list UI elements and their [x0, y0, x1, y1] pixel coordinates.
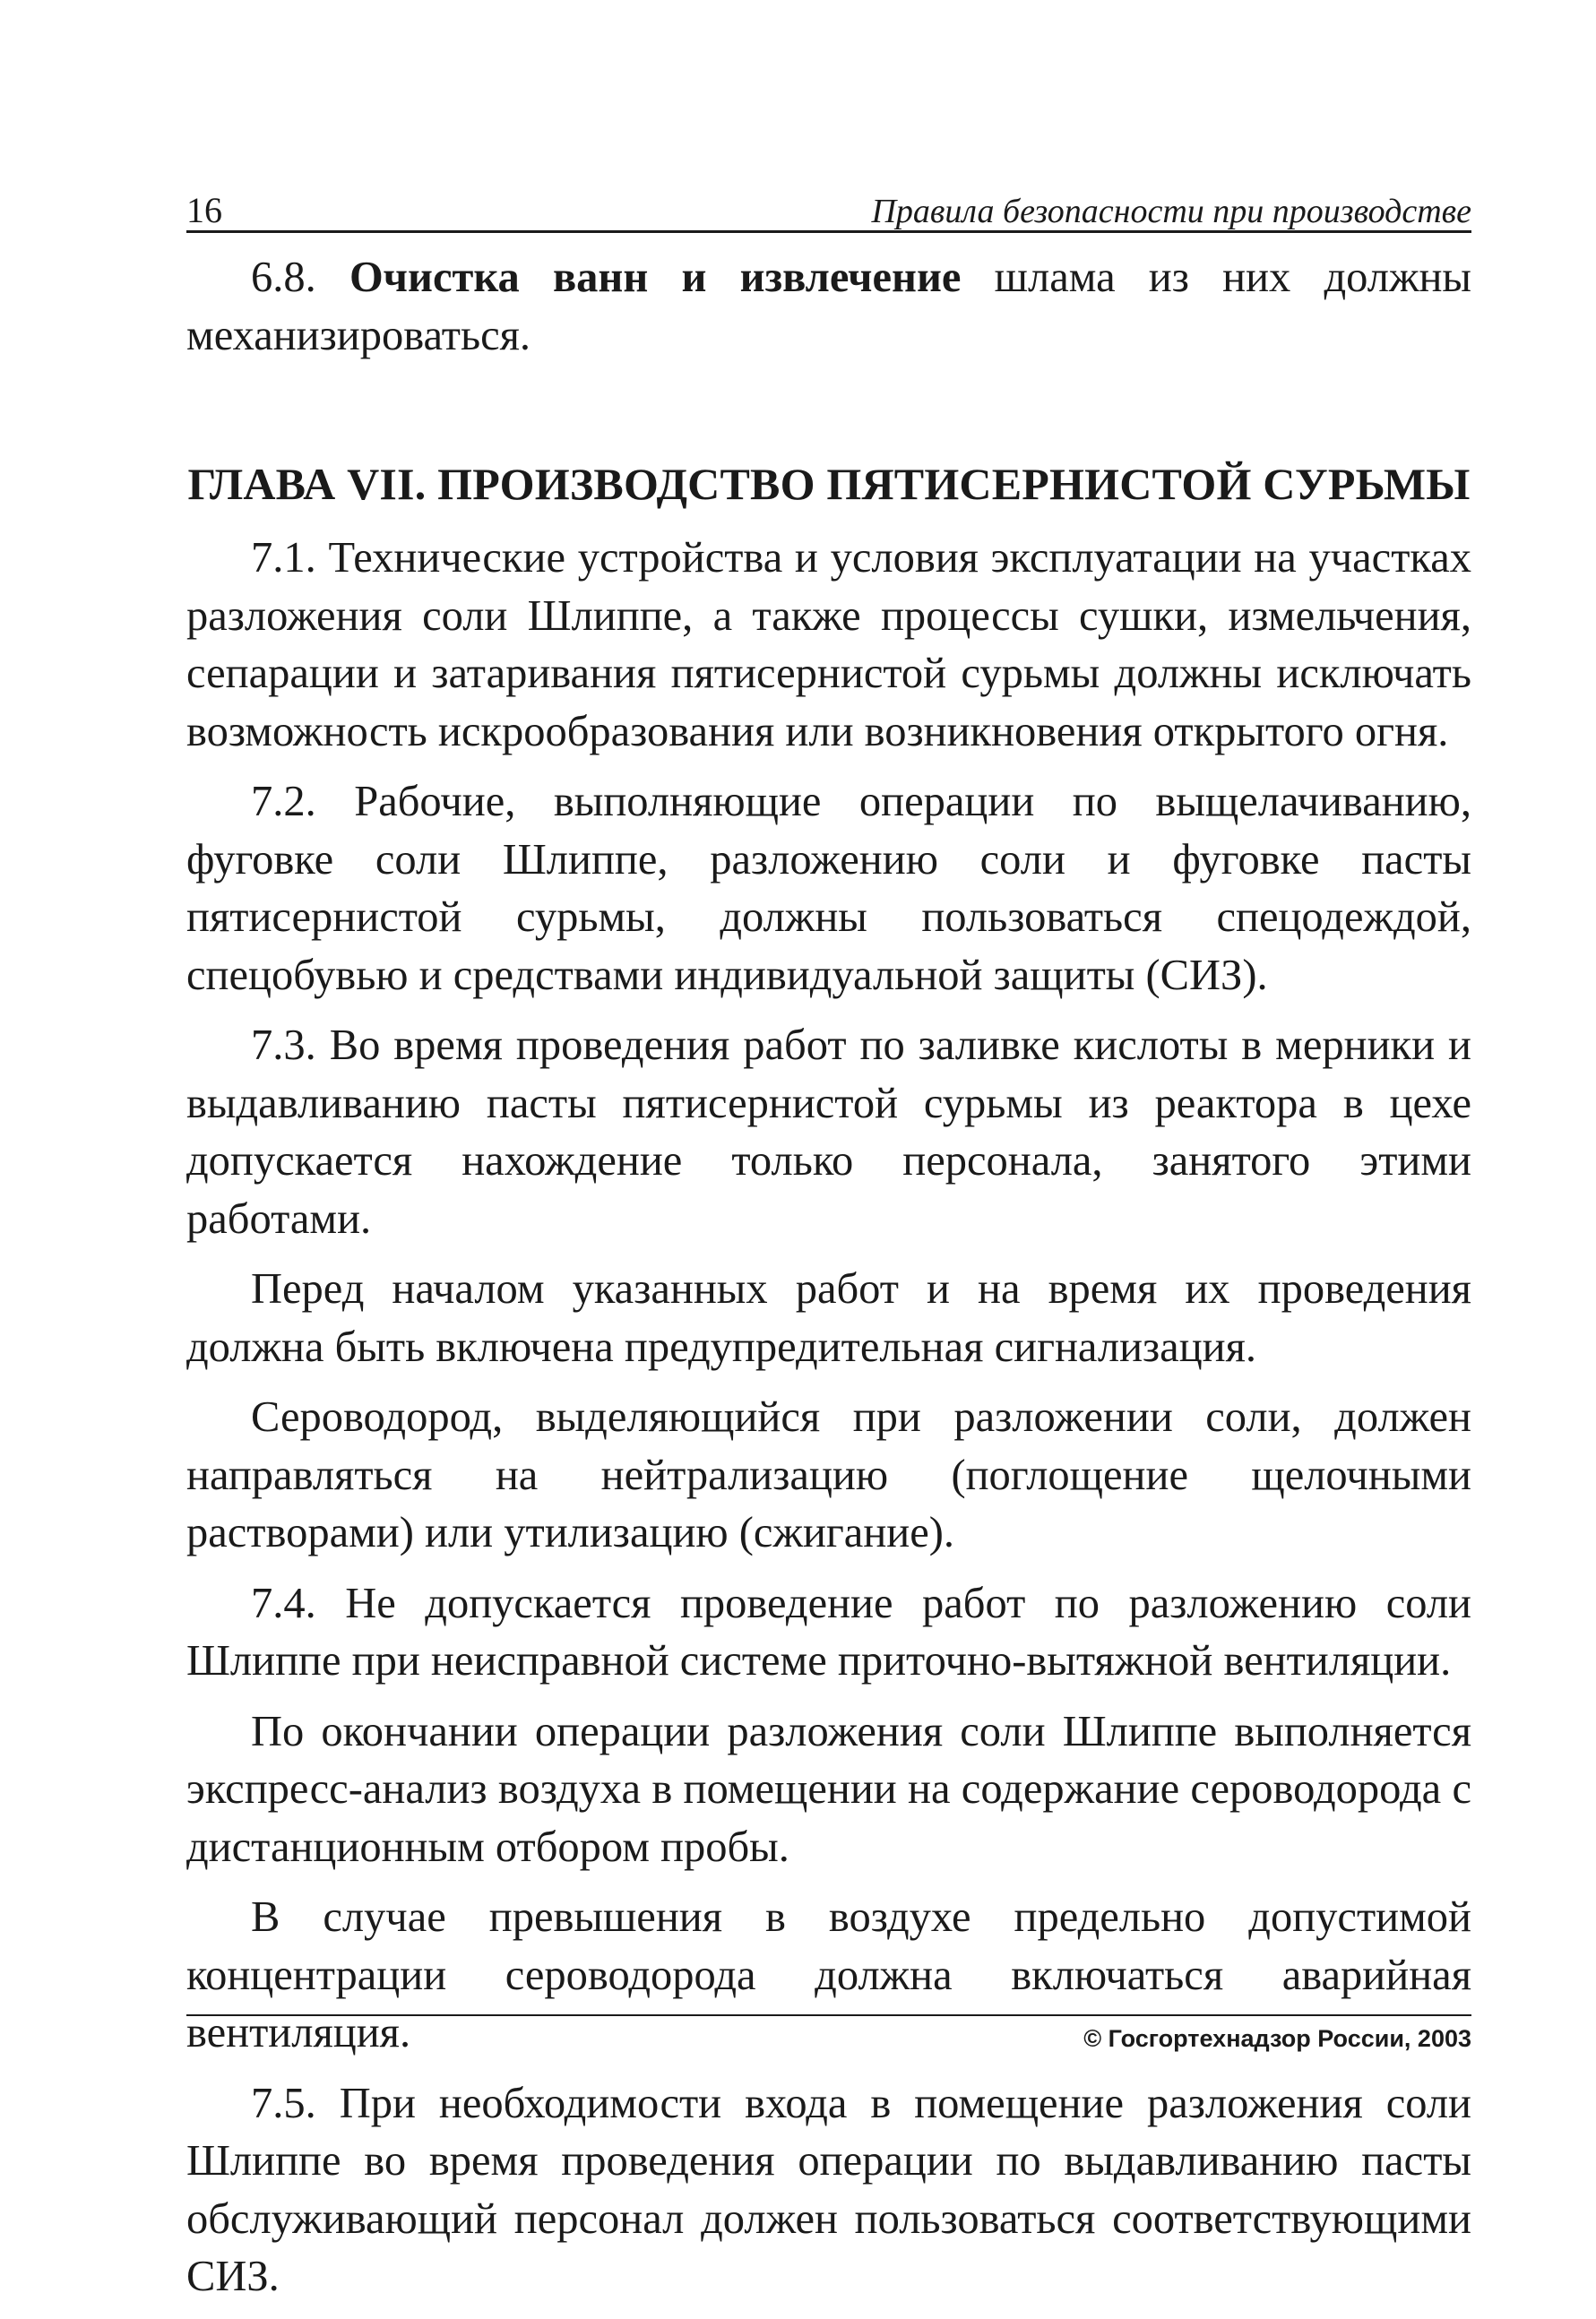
paragraph-7-5: 7.5. При необходимости входа в помещение разложения соли Шлиппе во время проведения операции по выдавливанию пасты обслуживающий персонал должен пользоваться соответствующими СИЗ. [186, 2079, 1471, 2300]
page-number: 16 [186, 190, 222, 230]
paragraph-6-8 [186, 249, 1471, 365]
paragraph-7-4-emergency: В случае превышения в воздухе предельно допустимой концентрации сероводорода должна включаться аварийная вентиляция. [186, 1893, 1471, 2056]
copyright-notice: © Госгортехнадзор России, 2003 [1083, 2025, 1471, 2052]
page-header [186, 184, 1471, 233]
running-title: Правила безопасности при производстве [871, 193, 1471, 230]
paragraph-7-3: 7.3. Во время проведения работ по заливке кислоты в мерники и выдавливанию пасты пятисернистой сурьмы из реактора в цехе допускается нахождение только персонала, занятого этими работами. [186, 1022, 1471, 1243]
section-number: 6.8. [251, 254, 316, 301]
paragraph-7-1: 7.1. Технические устройства и условия эксплуатации на участках разложения соли Шлиппе, а также процессы сушки, измельчения, сепарации и затаривания пятисернистой сурьмы должны исключать возможность искрообразования или возникновения открытого огня. [186, 534, 1471, 755]
paragraph-7-4: 7.4. Не допускается проведение работ по разложению соли Шлиппе при неисправной системе приточно-вытяжной вентиляции. [186, 1579, 1471, 1685]
paragraph-text: шлама из них должны механизироваться. [186, 254, 1472, 359]
body-text [186, 249, 1471, 2319]
paragraph-7-3-signal: Перед началом указанных работ и на время их проведения должна быть включена предупредительная сигнализация. [186, 1265, 1471, 1371]
paragraph-7-4-analysis: По окончании операции разложения соли Шлиппе выполняется экспресс-анализ воздуха в помещении на содержание сероводорода с дистанционным отбором пробы. [186, 1707, 1471, 1871]
footer-rule [186, 2014, 1471, 2016]
paragraph-7-2: 7.2. Рабочие, выполняющие операции по выщелачиванию, фуговке соли Шлиппе, разложению соли и фуговке пасты пятисернистой сурьмы, должны пользоваться спецодеждой, спецобувью и средствами индивидуальной защиты (СИЗ). [186, 778, 1471, 999]
paragraph-7-3-h2s: Сероводород, выделяющийся при разложении соли, должен направляться на нейтрализацию (поглощение щелочными растворами) или утилизацию (сжигание). [186, 1393, 1471, 1556]
chapter-title: ГЛАВА VII. ПРОИЗВОДСТВО ПЯТИСЕРНИСТОЙ СУРЬМЫ [187, 459, 1471, 509]
bold-phrase: Очистка ванн и извлечение [349, 254, 962, 301]
